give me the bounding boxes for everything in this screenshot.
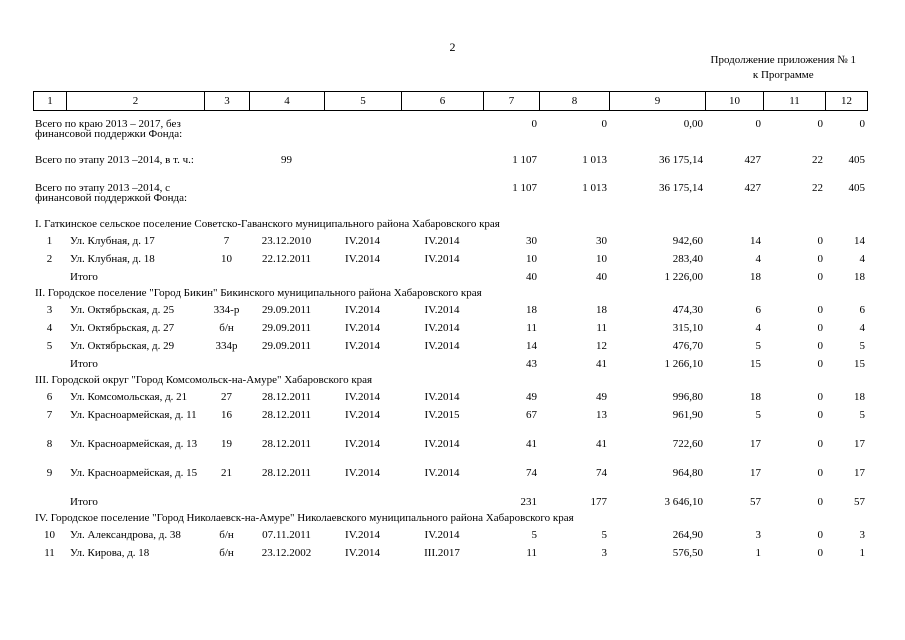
summary-value: 36 175,14 <box>659 154 704 166</box>
annex-caption <box>711 53 856 83</box>
section-total-row <box>33 356 867 372</box>
row-value: 49 <box>596 391 608 403</box>
row-value: 3 <box>859 529 866 541</box>
row-value: 14 <box>526 340 538 352</box>
row-value: 11 <box>596 322 608 334</box>
table-row <box>33 545 867 563</box>
total-value: 40 <box>526 271 538 283</box>
document-date: 23.12.2002 <box>261 547 312 559</box>
row-number: 1 <box>46 235 53 247</box>
total-value: 1 226,00 <box>664 271 704 283</box>
row-value: 5 <box>755 409 762 421</box>
address: Ул. Кирова, д. 18 <box>70 547 150 559</box>
total-value: 43 <box>526 358 538 370</box>
summary-row <box>33 180 867 216</box>
table-row <box>33 320 867 338</box>
column-number-1: 1 <box>34 92 67 111</box>
summary-label: Всего по краю 2013 – 2017, без финансовой поддержки Фонда: <box>35 118 183 140</box>
document-date: 23.12.2010 <box>261 235 312 247</box>
document-date: 28.12.2011 <box>261 467 312 479</box>
table-cell <box>324 116 401 152</box>
table-cell <box>401 356 483 372</box>
document-date: 28.12.2011 <box>261 438 312 450</box>
table-cell <box>204 116 249 152</box>
row-value: 0 <box>817 391 824 403</box>
summary-value: 0 <box>859 118 866 130</box>
row-value: 0 <box>817 253 824 265</box>
row-value: 0 <box>817 438 824 450</box>
column-number-7: 7 <box>484 92 540 111</box>
row-number: 10 <box>44 529 55 541</box>
document-number: б/н <box>219 529 234 541</box>
summary-value: 22 <box>812 182 824 194</box>
section-total-row <box>33 269 867 285</box>
planned-date: IV.2014 <box>345 467 380 479</box>
row-value: 0 <box>817 235 824 247</box>
column-number-3: 3 <box>205 92 250 111</box>
total-label: Итого <box>70 496 98 508</box>
summary-value: 1 107 <box>512 154 538 166</box>
resettlement-date: IV.2014 <box>424 391 460 403</box>
table-row <box>33 338 867 356</box>
planned-date: IV.2014 <box>345 235 380 247</box>
row-value: 10 <box>596 253 608 265</box>
table-cell <box>324 356 401 372</box>
summary-row <box>33 152 867 180</box>
address: Ул. Комсомольская, д. 21 <box>70 391 188 403</box>
column-number-10: 10 <box>706 92 764 111</box>
summary-value: 1 107 <box>512 182 538 194</box>
total-value: 3 646,10 <box>664 496 704 508</box>
document-number: 334р <box>215 340 238 352</box>
row-value: 18 <box>596 304 608 316</box>
table-cell <box>401 269 483 285</box>
table-cell <box>401 116 483 152</box>
row-value: 30 <box>596 235 608 247</box>
row-number: 2 <box>46 253 53 265</box>
document-date: 07.11.2011 <box>262 529 311 541</box>
resettlement-date: IV.2014 <box>424 340 460 352</box>
row-value: 264,90 <box>672 529 704 541</box>
total-value: 177 <box>590 496 608 508</box>
total-value: 18 <box>854 271 866 283</box>
total-value: 0 <box>817 358 824 370</box>
column-number-9: 9 <box>610 92 706 111</box>
resettlement-date: III.2017 <box>424 547 460 559</box>
row-value: 6 <box>755 304 762 316</box>
address: Ул. Октябрьская, д. 29 <box>70 340 175 352</box>
row-number: 6 <box>46 391 53 403</box>
planned-date: IV.2014 <box>345 304 380 316</box>
row-value: 17 <box>750 467 762 479</box>
table-row <box>33 233 867 251</box>
table-cell <box>324 269 401 285</box>
table-row <box>33 302 867 320</box>
row-value: 17 <box>750 438 762 450</box>
address: Ул. Красноармейская, д. 11 <box>70 409 197 421</box>
table-cell <box>204 152 249 180</box>
total-value: 1 266,10 <box>664 358 704 370</box>
planned-date: IV.2014 <box>345 391 380 403</box>
resettlement-date: IV.2014 <box>424 467 460 479</box>
row-value: 41 <box>526 438 538 450</box>
address: Ул. Александрова, д. 38 <box>70 529 181 541</box>
row-number: 4 <box>46 322 53 334</box>
row-value: 474,30 <box>672 304 704 316</box>
address: Ул. Клубная, д. 17 <box>70 235 155 247</box>
document-date: 29.09.2011 <box>261 304 312 316</box>
document-date: 29.09.2011 <box>261 340 312 352</box>
row-value: 964,80 <box>672 467 704 479</box>
document-date: 28.12.2011 <box>261 409 312 421</box>
row-value: 0 <box>817 467 824 479</box>
summary-value: 427 <box>744 182 762 194</box>
summary-value: 405 <box>848 182 866 194</box>
row-value: 0 <box>817 304 824 316</box>
column-number-4: 4 <box>250 92 325 111</box>
table-cell <box>204 180 249 216</box>
row-value: 4 <box>859 322 866 334</box>
table-cell <box>249 269 324 285</box>
address: Ул. Октябрьская, д. 25 <box>70 304 175 316</box>
row-value: 5 <box>601 529 608 541</box>
planned-date: IV.2014 <box>345 547 380 559</box>
summary-count <box>249 116 324 152</box>
row-value: 0 <box>817 322 824 334</box>
resettlement-date: IV.2014 <box>424 235 460 247</box>
row-value: 18 <box>750 391 762 403</box>
summary-value: 22 <box>812 154 824 166</box>
resettlement-date: IV.2014 <box>424 253 460 265</box>
summary-value: 0,00 <box>683 118 704 130</box>
address: Ул. Красноармейская, д. 13 <box>70 438 198 450</box>
column-number-2: 2 <box>67 92 205 111</box>
row-number: 11 <box>44 547 55 559</box>
document-number: б/н <box>219 322 234 334</box>
row-value: 14 <box>750 235 762 247</box>
row-value: 5 <box>859 340 866 352</box>
row-value: 315,10 <box>672 322 704 334</box>
total-value: 40 <box>596 271 608 283</box>
summary-label: Всего по этапу 2013 –2014, с финансовой поддержкой Фонда: <box>35 182 188 204</box>
total-value: 231 <box>520 496 538 508</box>
column-number-11: 11 <box>764 92 826 111</box>
document-date: 29.09.2011 <box>261 322 312 334</box>
row-value: 6 <box>859 304 866 316</box>
summary-row <box>33 116 867 152</box>
total-value: 18 <box>750 271 762 283</box>
section-title-row <box>33 285 867 302</box>
resettlement-date: IV.2014 <box>424 438 460 450</box>
table-cell <box>33 494 66 510</box>
row-value: 11 <box>526 547 538 559</box>
total-value: 57 <box>854 496 866 508</box>
annex-line-2: к Программе <box>752 69 814 81</box>
summary-label: Всего по этапу 2013 –2014, в т. ч.: <box>35 154 194 166</box>
document-number: 27 <box>221 391 233 403</box>
planned-date: IV.2014 <box>345 253 380 265</box>
total-value: 0 <box>817 496 824 508</box>
total-value: 15 <box>854 358 866 370</box>
annex-line-1: Продолжение приложения № 1 <box>710 54 856 66</box>
table-cell <box>324 152 401 180</box>
total-value: 0 <box>817 271 824 283</box>
row-value: 1 <box>755 547 762 559</box>
resettlement-date: IV.2014 <box>424 529 460 541</box>
section-title-row <box>33 216 867 233</box>
summary-value: 1 013 <box>582 182 608 194</box>
row-value: 3 <box>755 529 762 541</box>
table-row <box>33 527 867 545</box>
row-value: 74 <box>526 467 538 479</box>
row-value: 3 <box>601 547 608 559</box>
summary-value: 1 013 <box>582 154 608 166</box>
row-value: 996,80 <box>672 391 704 403</box>
resettlement-date: IV.2014 <box>424 322 460 334</box>
row-value: 0 <box>817 547 824 559</box>
section-title: III. Городской округ "Город Комсомольск-на-Амуре" Хабаровского края <box>35 374 373 386</box>
row-value: 30 <box>526 235 538 247</box>
table-row <box>33 389 867 407</box>
section-title-row <box>33 372 867 389</box>
address: Ул. Октябрьская, д. 27 <box>70 322 175 334</box>
document-date: 22.12.2011 <box>261 253 312 265</box>
summary-value: 0 <box>531 118 538 130</box>
row-value: 14 <box>854 235 866 247</box>
row-value: 17 <box>854 438 866 450</box>
row-value: 67 <box>526 409 538 421</box>
table-cell <box>204 269 249 285</box>
summary-value: 0 <box>601 118 608 130</box>
summary-value: 0 <box>755 118 762 130</box>
row-value: 11 <box>526 322 538 334</box>
row-value: 74 <box>596 467 608 479</box>
planned-date: IV.2014 <box>345 322 380 334</box>
column-number-12: 12 <box>826 92 868 111</box>
section-total-row <box>33 494 867 510</box>
row-value: 961,90 <box>672 409 704 421</box>
resettlement-date: IV.2015 <box>424 409 460 421</box>
row-value: 5 <box>755 340 762 352</box>
row-value: 942,60 <box>672 235 704 247</box>
section-title-row <box>33 510 867 527</box>
row-number: 9 <box>46 467 53 479</box>
document-number: 16 <box>221 409 233 421</box>
document-number: 7 <box>223 235 230 247</box>
row-value: 4 <box>859 253 866 265</box>
row-value: 49 <box>526 391 538 403</box>
section-title: IV. Городское поселение "Город Николаевск-на-Амуре" Николаевского муниципального района Хабаровского края <box>35 512 574 524</box>
summary-count <box>249 180 324 216</box>
row-value: 4 <box>755 253 762 265</box>
document-number: б/н <box>219 547 234 559</box>
document-number: 19 <box>221 438 233 450</box>
table-cell <box>324 494 401 510</box>
row-number: 3 <box>46 304 53 316</box>
total-value: 41 <box>596 358 608 370</box>
table-cell <box>401 494 483 510</box>
summary-count: 99 <box>281 154 293 166</box>
planned-date: IV.2014 <box>345 438 380 450</box>
table-row <box>33 407 867 436</box>
row-value: 5 <box>531 529 538 541</box>
row-value: 13 <box>596 409 608 421</box>
summary-value: 427 <box>744 154 762 166</box>
summary-value: 405 <box>848 154 866 166</box>
row-value: 5 <box>859 409 866 421</box>
summary-value: 36 175,14 <box>659 182 704 194</box>
planned-date: IV.2014 <box>345 340 380 352</box>
row-value: 722,60 <box>672 438 704 450</box>
program-table <box>33 116 867 563</box>
row-value: 10 <box>526 253 538 265</box>
section-title: I. Гаткинское сельское поселение Советско-Гаванского муниципального района Хабаровского края <box>35 218 500 230</box>
row-value: 0 <box>817 340 824 352</box>
row-number: 5 <box>46 340 53 352</box>
table-row <box>33 251 867 269</box>
column-number-5: 5 <box>325 92 402 111</box>
row-value: 17 <box>854 467 866 479</box>
document-date: 28.12.2011 <box>261 391 312 403</box>
table-cell <box>249 494 324 510</box>
total-value: 57 <box>750 496 762 508</box>
row-value: 18 <box>526 304 538 316</box>
table-row <box>33 465 867 494</box>
table-cell <box>204 494 249 510</box>
total-value: 15 <box>750 358 762 370</box>
document-number: 21 <box>221 467 233 479</box>
resettlement-date: IV.2014 <box>424 304 460 316</box>
row-value: 0 <box>817 409 824 421</box>
table-cell <box>33 269 66 285</box>
address: Ул. Красноармейская, д. 15 <box>70 467 198 479</box>
row-value: 283,40 <box>672 253 704 265</box>
row-value: 18 <box>854 391 866 403</box>
row-value: 576,50 <box>672 547 704 559</box>
table-cell <box>33 356 66 372</box>
row-number: 8 <box>46 438 53 450</box>
total-label: Итого <box>70 271 98 283</box>
summary-value: 0 <box>817 118 824 130</box>
section-title: II. Городское поселение "Город Бикин" Бикинского муниципального района Хабаровского края <box>35 287 482 299</box>
column-number-8: 8 <box>540 92 610 111</box>
row-value: 4 <box>755 322 762 334</box>
table-cell <box>249 356 324 372</box>
row-value: 1 <box>859 547 866 559</box>
row-number: 7 <box>46 409 53 421</box>
planned-date: IV.2014 <box>345 409 380 421</box>
row-value: 0 <box>817 529 824 541</box>
table-cell <box>401 180 483 216</box>
table-row <box>33 436 867 465</box>
planned-date: IV.2014 <box>345 529 380 541</box>
table-cell <box>401 152 483 180</box>
page-number: 2 <box>449 40 456 54</box>
column-number-6: 6 <box>402 92 484 111</box>
row-value: 41 <box>596 438 608 450</box>
row-value: 12 <box>596 340 608 352</box>
table-cell <box>324 180 401 216</box>
total-label: Итого <box>70 358 98 370</box>
document-number: 10 <box>221 253 233 265</box>
address: Ул. Клубная, д. 18 <box>70 253 155 265</box>
row-value: 476,70 <box>672 340 704 352</box>
table-cell <box>204 356 249 372</box>
column-number-header <box>33 91 868 111</box>
document-number: 334-р <box>213 304 240 316</box>
